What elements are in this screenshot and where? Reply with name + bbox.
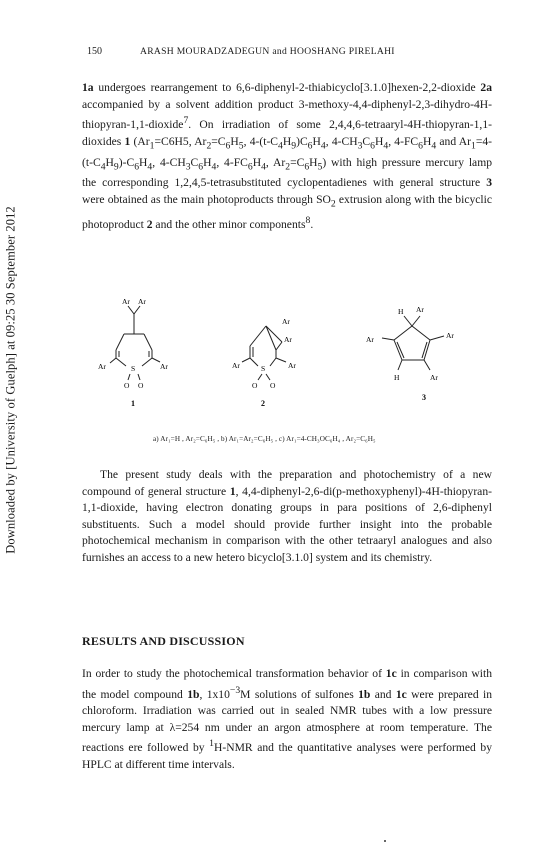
subscript: 6 xyxy=(134,160,140,172)
s2-ar1-left: Ar xyxy=(232,361,240,370)
subscript: 5 xyxy=(238,139,244,151)
s3-ar2-top: Ar xyxy=(416,305,424,314)
text-run: . xyxy=(310,217,314,231)
s3-ar1-bottom: Ar xyxy=(430,373,438,382)
s3-hydrogen-top: H xyxy=(398,307,404,316)
subscript: 6 xyxy=(198,160,204,172)
s1-ar1-left: Ar xyxy=(98,362,106,371)
compound-ref: 2 xyxy=(146,217,153,231)
text-run: H xyxy=(374,134,384,148)
citation: 7 xyxy=(183,115,189,127)
subscript: 6 xyxy=(247,160,253,172)
text-run: were obtained as the main photoproducts through SO xyxy=(82,193,331,207)
text-run: H xyxy=(230,134,239,148)
compound-ref: 1b xyxy=(358,687,371,701)
subscript: 5 xyxy=(317,160,323,172)
s2-oxygen-left: O xyxy=(252,381,258,390)
subscript: 4 xyxy=(431,139,437,151)
subscript: 2 xyxy=(206,139,212,151)
text-run: H xyxy=(422,134,432,148)
subscript: 4 xyxy=(383,139,389,151)
text-run: H-NMR and the quantitative analyses were performed by HPLC at different time intervals. xyxy=(82,741,493,771)
text-run: C xyxy=(362,134,371,148)
text-run: H xyxy=(312,134,321,148)
text-run: (Ar xyxy=(130,134,150,148)
text-run: . On irradiation of some 2,4,4,6-tetraaryl-4H-thiopyran-1,1-dioxides xyxy=(82,118,492,148)
subscript: 6 xyxy=(418,139,423,151)
text-run: H xyxy=(139,155,148,169)
stray-mark xyxy=(384,840,386,842)
s2-ar2-bottom: Ar xyxy=(284,335,292,344)
text-run: , 4-CH xyxy=(325,134,358,148)
subscript: 1 xyxy=(149,139,155,151)
subscript: 9 xyxy=(113,160,119,172)
subscript: 4 xyxy=(261,160,266,172)
s2-ar2-top: Ar xyxy=(282,317,290,326)
compound-ref: 1c xyxy=(385,667,397,680)
subscript: 2 xyxy=(285,160,291,172)
text-run: In order to study the photochemical transformation behavior of xyxy=(82,667,386,680)
s1-ar1-right: Ar xyxy=(160,362,168,371)
text-run: =C xyxy=(290,155,305,169)
text-run: undergoes rearrangement to 6,6-diphenyl-2-thiabicyclo[3.1.0]hexen-2,2-dioxide xyxy=(93,81,481,94)
compound-ref: 1 xyxy=(229,484,236,498)
citation: 8 xyxy=(305,214,311,226)
download-watermark xyxy=(2,100,20,660)
text-run: H xyxy=(203,155,212,169)
paragraph-2 xyxy=(82,467,492,567)
subscript: 4 xyxy=(320,139,326,151)
running-head: ARASH MOURADZADEGUN and HOOSHANG PIRELAHI xyxy=(140,46,395,57)
text-run: )C xyxy=(296,134,308,148)
text-run: H xyxy=(282,134,292,148)
subscript: 3 xyxy=(357,139,363,151)
subscript: 4 xyxy=(211,160,217,172)
subscript: 9 xyxy=(291,139,297,151)
s2-sulfur: S xyxy=(261,364,266,373)
compound-ref: 1c xyxy=(395,687,407,701)
text-run: , Ar xyxy=(265,155,286,169)
text-run: The present study deals with the preparation and photochemistry of a new compound of general structure xyxy=(82,468,492,498)
subscript: 6 xyxy=(304,160,310,172)
text-run: extrusion along with the bicyclic photoproduct xyxy=(82,193,492,231)
compound-label-3: 3 xyxy=(422,393,426,402)
s1-ar2-left: Ar xyxy=(122,297,130,306)
subscript: 4 xyxy=(147,160,153,172)
s2-oxygen-right: O xyxy=(270,381,276,390)
subscript: 4 xyxy=(100,160,106,172)
text-run: , 4-FC xyxy=(216,155,248,169)
s3-ar1-right: Ar xyxy=(446,331,454,340)
section-heading: RESULTS AND DISCUSSION xyxy=(82,634,245,648)
s1-oxygen-left: O xyxy=(124,381,130,390)
page-number: 150 xyxy=(87,46,102,57)
superscript: −3 xyxy=(229,684,241,696)
text-run: accompanied by a solvent addition product 3-methoxy-4,4-diphenyl-2,3-dihydro-4H-thiopyran-1,1-dioxide xyxy=(82,97,492,132)
text-run: and the other minor components xyxy=(152,217,306,231)
compound-ref: 3 xyxy=(486,176,492,190)
s1-ar2-right: Ar xyxy=(138,297,146,306)
subscript: 1 xyxy=(470,139,476,151)
text-run: , 4,4-diphenyl-2,6-di(p-methoxyphenyl)-4H-thiopyran-1,1-dioxide, having electron donating groups in para positions of 2,6-diphenyl substituents. Such a model should provide further insight into the probable photochemical mechanism in comparison with the other tetraaryl analogues and also furnishes an access to a new hetero bicyclo[3.1.0] system and its chemistry. xyxy=(82,484,492,564)
s3-hydrogen-bottom: H xyxy=(394,373,400,382)
text-run: , 4-FC xyxy=(388,134,419,148)
compound-ref: 1b xyxy=(187,687,200,701)
subscript: 3 xyxy=(185,160,191,172)
compound-ref: 2a xyxy=(480,81,492,94)
structure-3 xyxy=(382,316,444,370)
text-run: , 4-CH xyxy=(152,155,186,169)
text-run: =C6H5, Ar xyxy=(154,134,207,148)
text-run: , 4-(t-C xyxy=(243,134,279,148)
s2-ar1-right: Ar xyxy=(288,361,296,370)
text-run: C xyxy=(190,155,199,169)
superscript: 1 xyxy=(209,738,214,750)
text-run: and xyxy=(370,687,396,701)
text-run: M solutions of sulfones xyxy=(240,687,359,701)
figure-caption: a) Ar₁=H , Ar₂=C₆H₅ , b) Ar₁=Ar₂=C₆H₅ , c) Ar₁=4-CH₃OC₆H₄ , Ar₂=C₆H₅ xyxy=(153,435,376,443)
text-run: =4-(t-C xyxy=(82,134,493,169)
chemical-structures-figure xyxy=(100,298,480,458)
paragraph-3 xyxy=(82,666,492,773)
text-run: H xyxy=(105,155,114,169)
text-run: H xyxy=(252,155,262,169)
compound-label-2: 2 xyxy=(261,399,265,408)
compound-label-1: 1 xyxy=(131,399,135,408)
compound-ref: 1a xyxy=(82,81,94,94)
s1-oxygen-right: O xyxy=(138,381,144,390)
compound-ref: 1 xyxy=(124,134,131,148)
text-run: , 1x10 xyxy=(199,687,230,701)
text-run: =C xyxy=(211,134,226,148)
text-run: and Ar xyxy=(436,134,471,148)
text-run: H xyxy=(309,155,318,169)
s3-ar2-left: Ar xyxy=(366,335,374,344)
s1-sulfur: S xyxy=(131,364,136,373)
subscript: 6 xyxy=(370,139,375,151)
subscript: 6 xyxy=(307,139,313,151)
text-run: were prepared in chloroform. Irradiation was carried out in sealed NMR tubes with a low pressure mercury lamp at λ=254 nm under an argon atmosphere at room temperature. The reactions ere followed by xyxy=(82,687,492,755)
text-run: in comparison with the model compound xyxy=(82,667,492,701)
subscript: 4 xyxy=(278,139,283,151)
text-run: ) with high pressure mercury lamp the corresponding 1,2,4,5-tetrasubstituted cyclopentadienes with general structure xyxy=(82,155,493,190)
text-run: )-C xyxy=(118,155,135,169)
download-watermark-text: Downloaded by [University of Guelph] at 09:25 30 September 2012 xyxy=(3,206,18,554)
paragraph-1 xyxy=(82,80,492,233)
subscript: 6 xyxy=(225,139,231,151)
subscript: 2 xyxy=(330,198,336,210)
